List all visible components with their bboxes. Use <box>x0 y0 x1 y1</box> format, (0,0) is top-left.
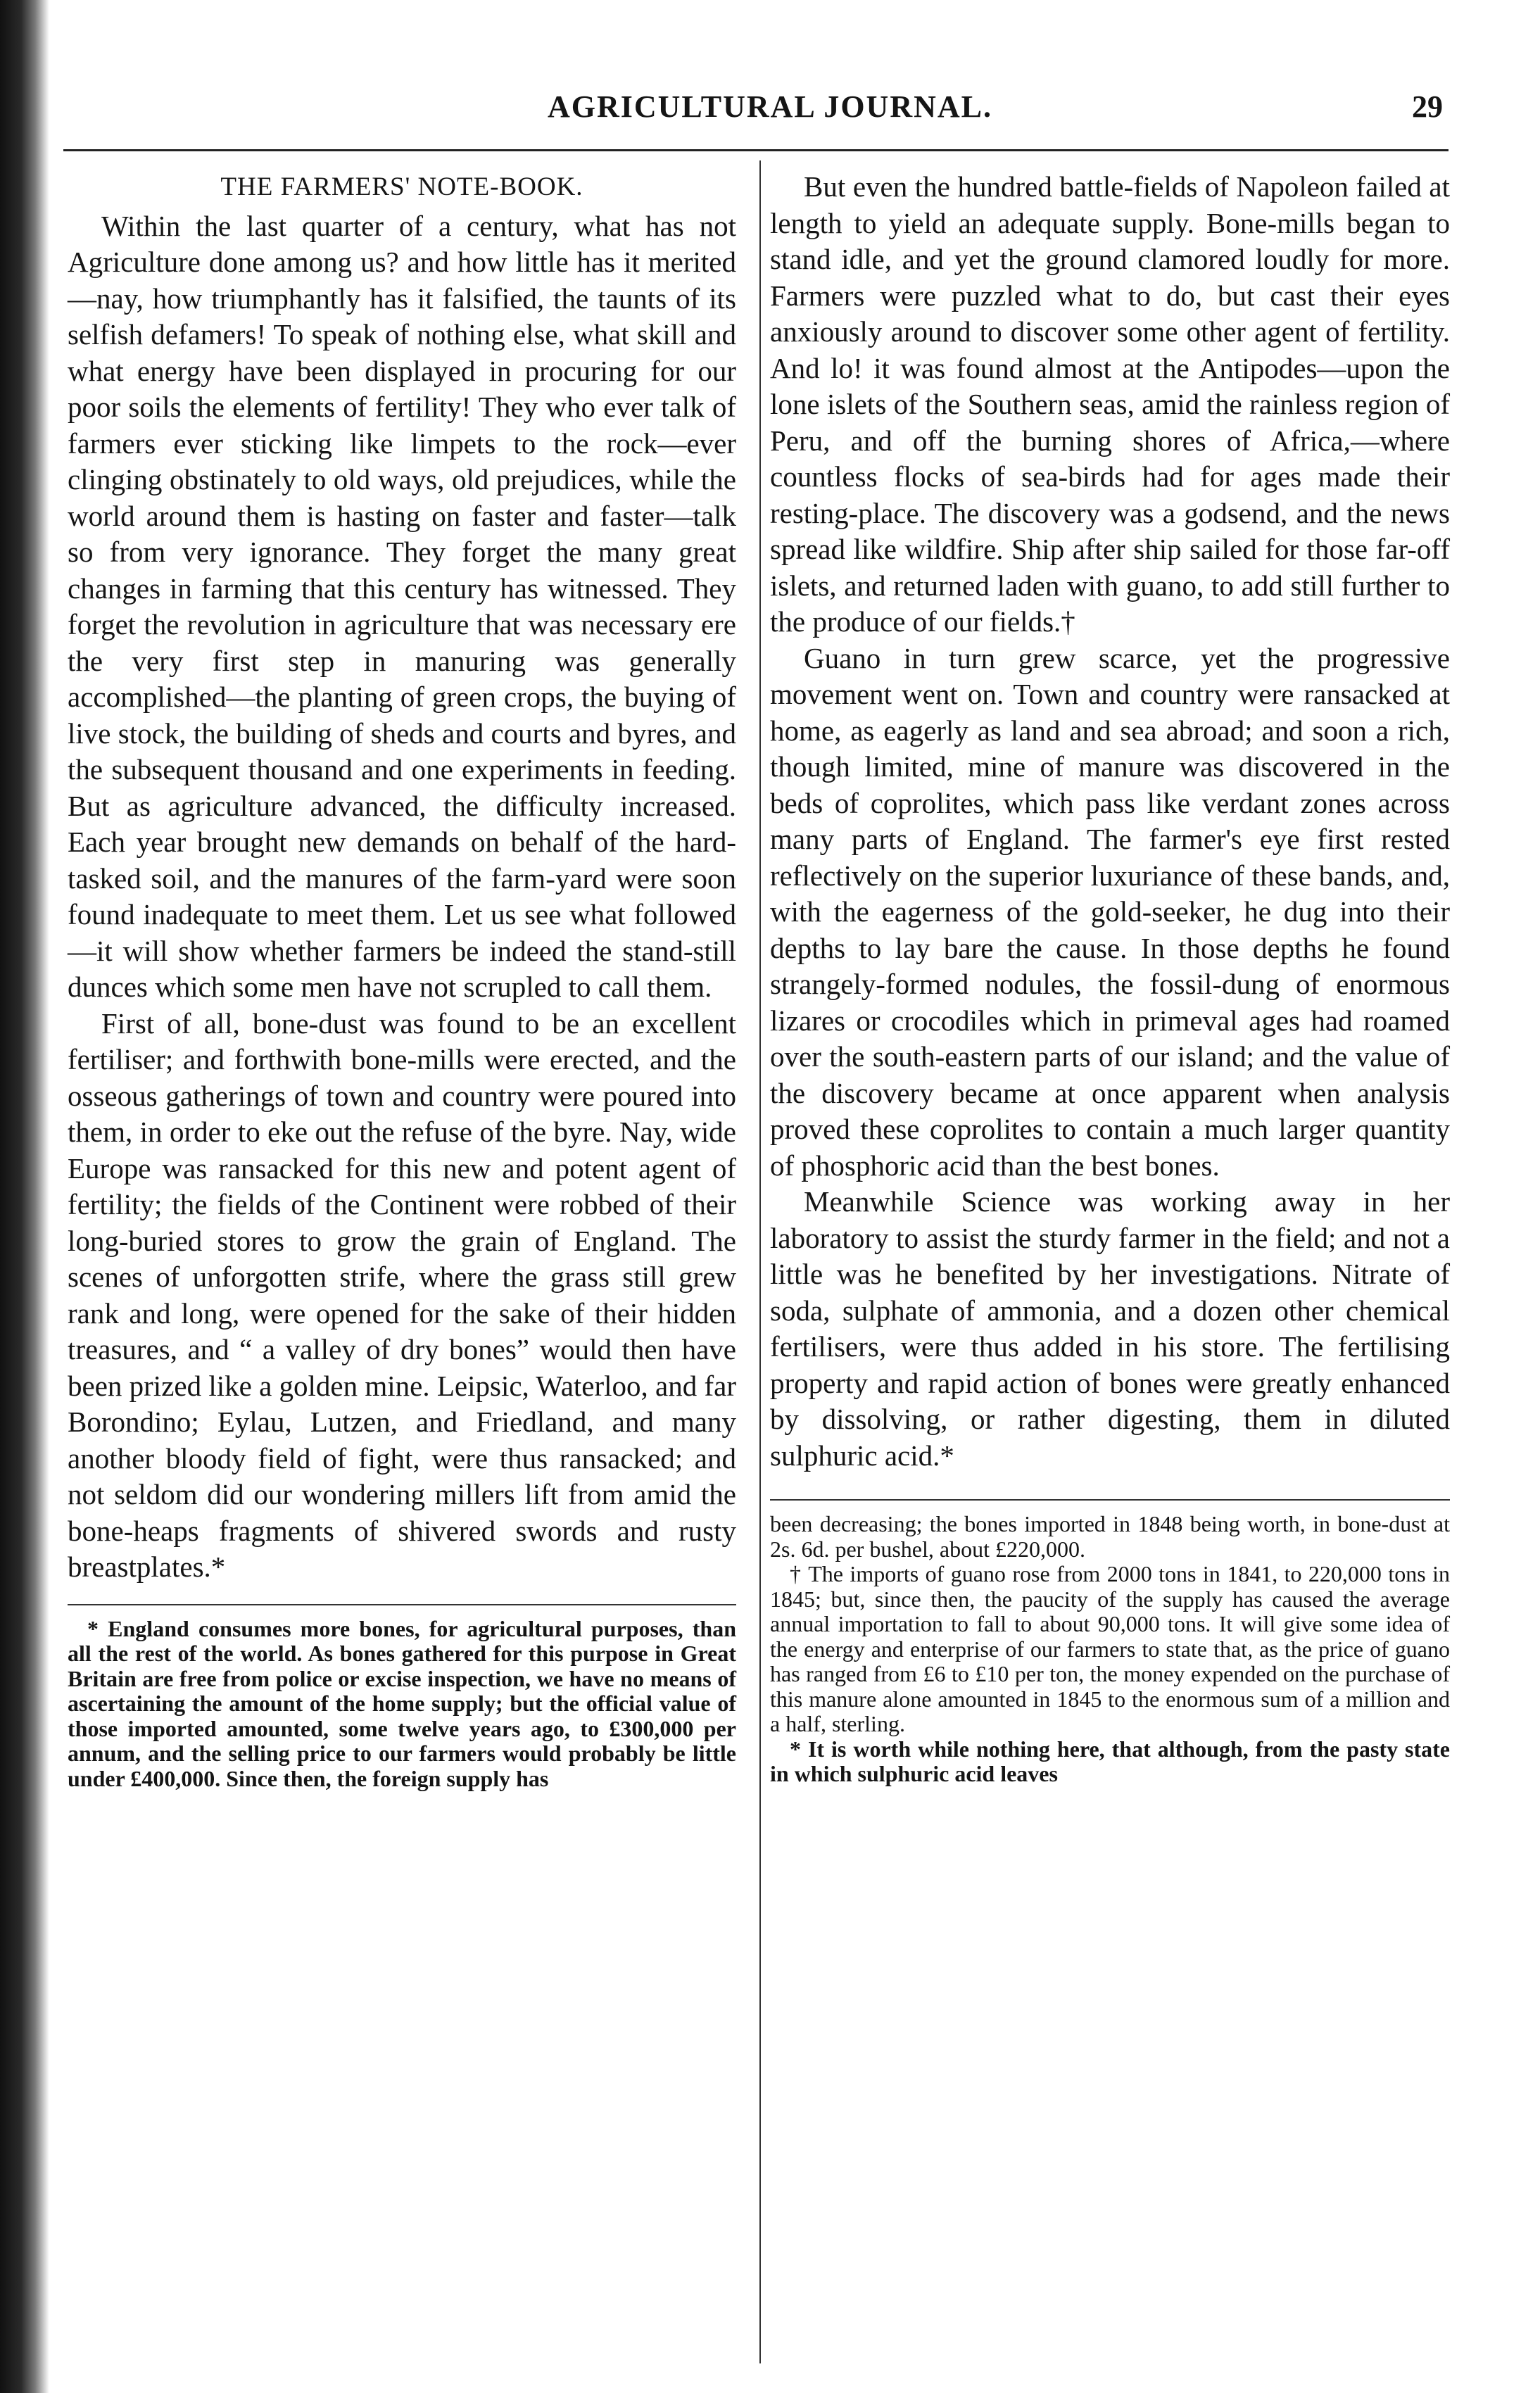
header-rule <box>63 149 1449 151</box>
footnote-rule <box>68 1604 736 1605</box>
page-binding-shadow <box>0 0 49 2393</box>
right-column <box>770 169 1450 1787</box>
footnote-guano: † The imports of guano rose from 2000 tons in 1841, to 220,000 tons in 1845; but, since then, the paucity of the supply has caused the average annual importation to fall to about 90,000 tons. It will give some idea of the energy and enterprise of our farmers to state that, as the price of guano has ranged from £6 to £10 per ton, the money expended on the purchase of this manure alone amounted in 1845 to the enormous sum of a million and a half, sterling. <box>770 1561 1450 1736</box>
paragraph: Within the last quarter of a century, what has not Agriculture done among us? and how little has it merited—nay, how triumphantly has it falsified, the taunts of its selfish defamers! To speak of nothing else, what skill and what energy have been displayed in procuring for our poor soils the elements of fertility! They who ever talk of farmers ever sticking like limpets to the rock—ever clinging obstinately to old ways, old prejudices, while the world around them is hasting on faster and faster—talk so from very ignorance. They forget the many great changes in farming that this century has witnessed. They forget the revolution in agriculture that was necessary ere the very first step in manuring was generally accomplished—the planting of green crops, the buying of live stock, the building of sheds and courts and byres, and the subsequent thousand and one experiments in feeding. But as agriculture advanced, the difficulty increased. Each year brought new demands on behalf of the hard-tasked soil, and the manures of the farm-yard were soon found inadequate to meet them. Let us see what followed—it will show whether farmers be indeed the stand-still dunces which some men have not scrupled to call them. <box>68 209 736 1003</box>
footnote-continuation: been decreasing; the bones imported in 1848 being worth, in bone-dust at 2s. 6d. per bushel, about £220,000. <box>770 1511 1450 1562</box>
footnote-bones: * England consumes more bones, for agricultural purposes, than all the rest of the world. As bones gathered for this purpose in Great Britain are free from police or excise inspection, we have no means of ascertaining the amount of the home supply; but the official value of those imported amounted, some twelve years ago, to £300,000 per annum, and the selling price to our farmers would probably be little under £400,000. Since then, the foreign supply has <box>68 1615 736 1791</box>
paragraph: Meanwhile Science was working away in her laboratory to assist the sturdy farmer in the field; and not a little was he benefited by her investigations. Nitrate of soda, sulphate of ammonia, and a dozen other chemical fertilisers, were thus added in his store. The fertilising property and rapid action of bones were greatly enhanced by dissolving, or rather digesting, them in diluted sulphuric acid.* <box>770 1185 1450 1472</box>
paragraph: First of all, bone-dust was found to be an excellent fertiliser; and forthwith bone-mills were erected, and the osseous gatherings of town and country were poured into them, in order to eke out the refuse of the byre. Nay, wide Europe was ransacked for this new and potent agent of fertility; the fields of the Continent were robbed of their long-buried stores to grow the grain of England. The scenes of unforgotten strife, where the grass still grew rank and long, were opened for the sake of their hidden treasures, and “ a valley of dry bones” would then have been prized like a golden mine. Leipsic, Waterloo, and far Borondino; Eylau, Lutzen, and Friedland, and many another bloody field of fight, were thus ransacked; and not seldom did our wondering millers lift from amid the bone-heaps fragments of shivered swords and rusty breastplates.* <box>68 1006 736 1583</box>
page-number: 29 <box>1412 89 1443 124</box>
footnote-rule <box>770 1499 1450 1501</box>
footnote-section <box>68 1617 736 1792</box>
running-title: AGRICULTURAL JOURNAL. <box>547 89 993 124</box>
footnote-section <box>770 1512 1450 1787</box>
left-column <box>68 169 736 1791</box>
article-heading: THE FARMERS' NOTE-BOOK. <box>220 172 583 201</box>
page-header <box>0 89 1540 138</box>
column-divider <box>759 160 761 2363</box>
footnote-sulphuric-acid: * It is worth while nothing here, that although, from the pasty state in which sulphuric acid leaves <box>770 1736 1450 1786</box>
paragraph: But even the hundred battle-fields of Napoleon failed at length to yield an adequate supply. Bone-mills began to stand idle, and yet the ground clamored loudly for more. Farmers were puzzled what to do, but cast their eyes anxiously around to discover some other agent of fertility. And lo! it was found almost at the Antipodes—upon the lone islets of the Southern seas, amid the rainless region of Peru, and off the burning shores of Africa,—where countless flocks of sea-birds had for ages made their resting-place. The discovery was a godsend, and the news spread like wildfire. Ship after ship sailed for those far-off islets, and returned laden with guano, to add still further to the produce of our fields.† <box>770 170 1450 638</box>
paragraph: Guano in turn grew scarce, yet the progressive movement went on. Town and country were ransacked at home, as eagerly as land and sea abroad; and soon a rich, though limited, mine of manure was discovered in the beds of coprolites, which pass like verdant zones across many parts of England. The farmer's eye first rested reflectively on the superior luxuriance of these bands, and, with the eagerness of the gold-seeker, he dug into their depths to lay bare the cause. In those depths he found strangely-formed nodules, the fossil-dung of enormous lizares or crocodiles which in primeval ages had roamed over the south-eastern parts of our island; and the value of the discovery became at once apparent when analysis proved these coprolites to contain a much larger quantity of phosphoric acid than the best bones. <box>770 641 1450 1182</box>
